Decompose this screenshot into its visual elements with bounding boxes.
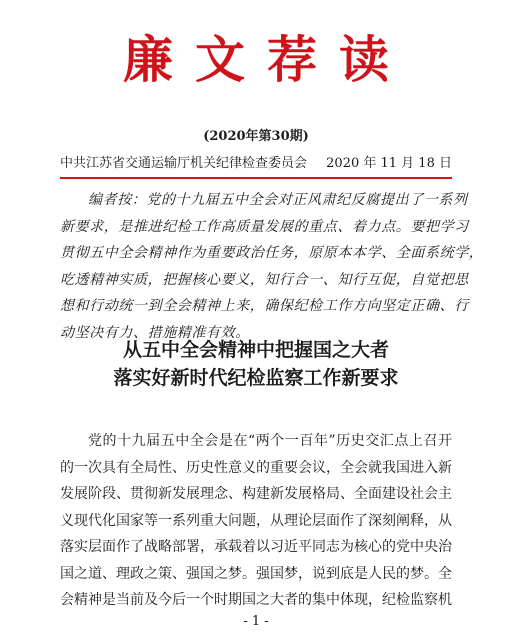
- editor-note-line: 贯彻五中全会精神作为重要政治任务，原原本本学、全面系统学，: [60, 245, 484, 261]
- article-title: [0, 336, 512, 392]
- body-line: 的一次具有全局性、历史性意义的重要会议，全会就我国进入新: [60, 459, 452, 476]
- editor-note-line: 想和行动统一到全会精神上来，确保纪检工作方向坚定正确、行: [60, 298, 469, 314]
- editor-note-line: 新要求，是推进纪检工作高质量发展的重点、着力点。要把学习: [60, 218, 469, 235]
- issue-date: 2020 年 11 月 18 日: [326, 156, 452, 171]
- article-title-line: 落实好新时代纪检监察工作新要求: [113, 367, 399, 389]
- editor-note-line: 吃透精神实质，把握核心要义，知行合一、知行互促，自觉把思: [60, 271, 469, 288]
- editor-note: [60, 187, 484, 346]
- body-line: 党的十九届五中全会是在“两个一百年”历史交汇点上召开: [88, 433, 452, 449]
- body-line: 发展阶段、贯彻新发展理念、构建新发展格局、全面建设社会主: [60, 486, 452, 502]
- body-line: 落实层面作了战略部署，承载着以习近平同志为核心的党中央治: [60, 539, 452, 555]
- header-divider: [60, 177, 452, 179]
- issue-number: (2020年第30期): [203, 129, 309, 144]
- page-number: - 1 -: [243, 614, 269, 629]
- editor-note-line: 动坚决有力、措施精准有效。: [60, 324, 250, 341]
- issuing-organization: 中共江苏省交通运输厅机关纪律检查委员会: [60, 156, 308, 171]
- body-line: 义现代化国家等一系列重大问题，从理论层面作了深刻阐释，从: [60, 512, 452, 529]
- body-line: 会精神是当前及今后一个时期国之大者的集中体现，纪检监察机: [60, 592, 452, 608]
- masthead-title: 廉文荐读: [123, 30, 411, 89]
- editor-note-line: 编者按：党的十九届五中全会对正风肃纪反腐提出了一系列: [88, 192, 468, 208]
- body-line: 国之道、理政之策、强国之梦。强国梦，说到底是人民的梦。全: [60, 565, 452, 582]
- article-title-line: 从五中全会精神中把握国之大者: [122, 339, 389, 361]
- article-body: [60, 428, 452, 614]
